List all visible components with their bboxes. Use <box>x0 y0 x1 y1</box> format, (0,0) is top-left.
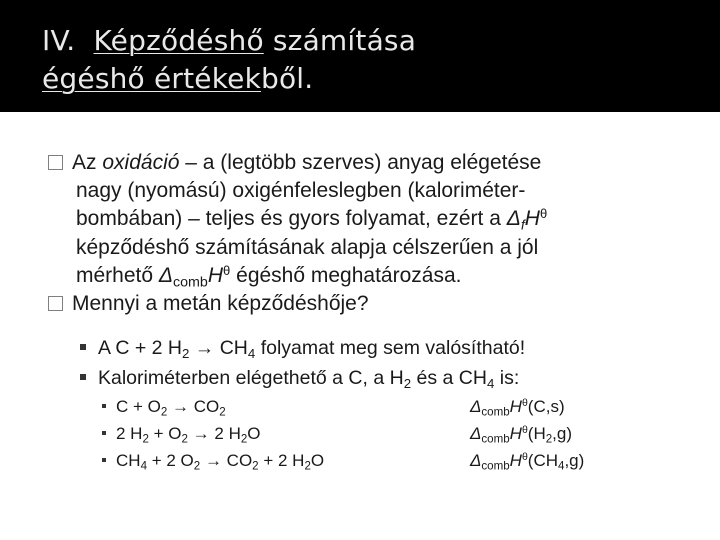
sub-bullet-2: Kaloriméterben elégethető a C, a $H_2$ és a $CH_4$ is: <box>80 366 519 390</box>
small-square-bullet-icon <box>102 458 106 462</box>
small-square-bullet-icon <box>102 404 106 408</box>
h-symbol: H <box>207 263 224 287</box>
bullet-1-line-2: nagy (nyomású) oxigénfeleslegben (kaloriméter- <box>76 179 526 203</box>
arrow-icon: → <box>194 337 215 359</box>
bullet-1-line-4: képződéshő számításának alapja célszerűen a jól <box>76 235 539 259</box>
standard-state-symbol: θ <box>223 262 231 278</box>
arrow-icon: → <box>192 424 210 443</box>
title-roman-numeral: IV. <box>42 24 76 57</box>
title-underlined-text-2: égéshő értékek <box>42 62 261 95</box>
standard-state-symbol: θ <box>539 206 548 222</box>
bullet-1 <box>48 149 688 177</box>
italic-term: oxidáció <box>102 151 180 174</box>
bullet-2 <box>48 290 688 318</box>
reaction-3: $CH_4 + 2$ $O_2 \to CO_2 + 2$ $H_2O$ <box>102 450 324 472</box>
enthalpy-1: $\Delta_{comb}H^\theta(C,s)$ <box>470 397 565 419</box>
text: bombában) – teljes és gyors folyamat, ezért a <box>76 207 501 231</box>
title-underlined-text: Képződéshő <box>93 24 264 57</box>
text: Mennyi a metán képződéshője? <box>72 292 369 316</box>
comb-subscript: comb <box>172 274 208 291</box>
small-square-bullet-icon <box>102 431 106 435</box>
text: mérhető <box>76 263 154 287</box>
arrow-icon: → <box>204 451 222 470</box>
reaction-2: 2 $H_2 + O_2 \to 2$ $H_2O$ <box>102 423 261 445</box>
title-text: számítása <box>272 24 417 57</box>
square-bullet-icon <box>80 374 86 380</box>
bullet-1-line-3 <box>48 205 688 233</box>
delta-f-h-symbol: $\Delta_fH$ <box>506 207 540 234</box>
reaction-1: $C + O_2 \to CO_2$ <box>102 396 226 418</box>
sub-bullet-1: A C + 2 $H_2 \to CH_4$ folyamat meg sem valósítható! <box>80 336 525 360</box>
text: Az <box>72 151 97 174</box>
checkbox-bullet-icon <box>48 155 63 170</box>
enthalpy-3: $\Delta_{comb}H^\theta(CH_4,g)$ <box>470 451 585 473</box>
delta-comb-h-symbol: Δ <box>158 263 173 287</box>
text: – a (legtöbb szerves) anyag elégetése <box>185 151 542 174</box>
arrow-icon: → <box>172 397 190 416</box>
title-text-2: ből. <box>261 62 314 95</box>
bullet-list <box>48 149 688 318</box>
checkbox-bullet-icon <box>48 296 63 311</box>
bullet-1-line-5 <box>48 262 688 290</box>
text: égéshő meghatározása. <box>236 263 462 287</box>
square-bullet-icon <box>80 344 86 350</box>
enthalpy-2: $\Delta_{comb}H^\theta(H_2,g)$ <box>470 424 573 446</box>
